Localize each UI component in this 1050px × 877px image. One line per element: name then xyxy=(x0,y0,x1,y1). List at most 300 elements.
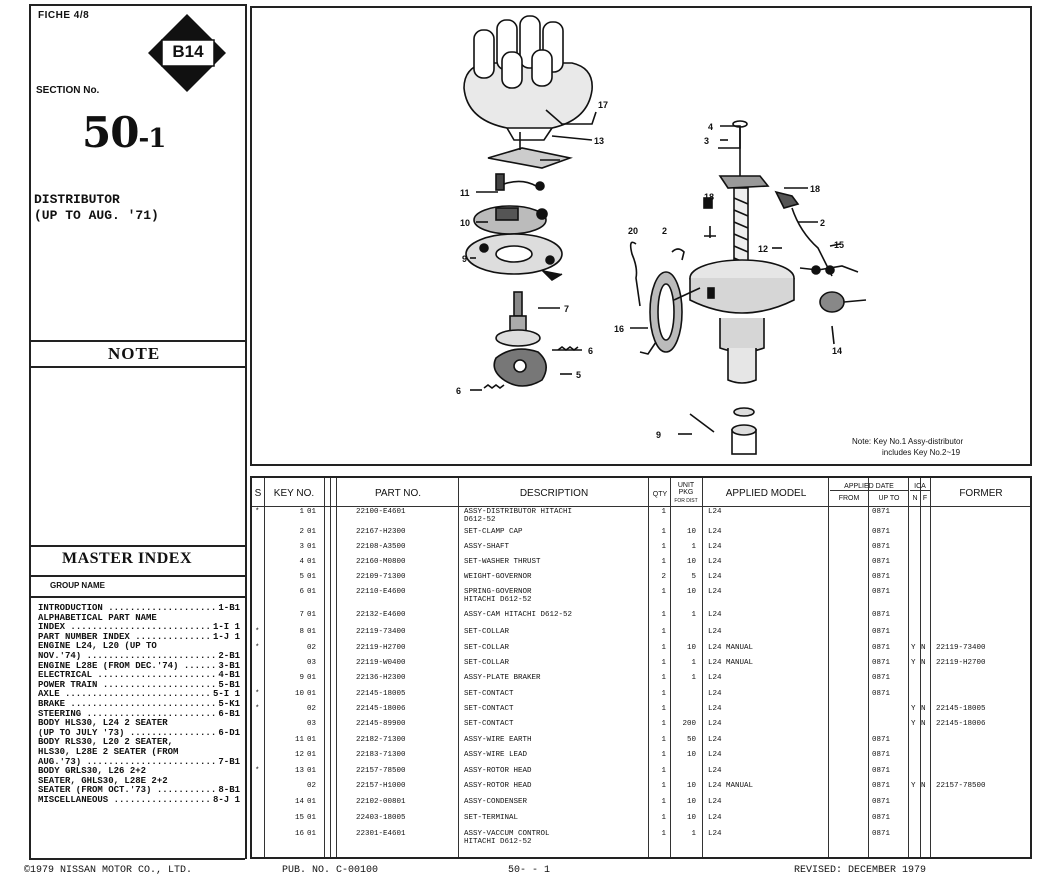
row-qty: 1 xyxy=(661,767,666,775)
callout-number: 14 xyxy=(832,346,843,356)
row-applied-model: L24 xyxy=(708,798,722,806)
fiche-number: FICHE 4/8 xyxy=(38,10,90,21)
row-description: SET-CLAMP CAP xyxy=(464,528,523,536)
row-key-sub: 02 xyxy=(306,782,316,790)
row-key: 8 xyxy=(299,628,304,636)
row-up-to: 0871 xyxy=(872,573,891,581)
row-key-sub: 01 xyxy=(306,830,316,838)
page-number: 50- - 1 xyxy=(508,865,551,876)
index-entry xyxy=(38,796,240,806)
callout-number: 6 xyxy=(456,386,462,396)
row-qty: 1 xyxy=(661,720,666,728)
table-row xyxy=(252,767,1030,781)
row-applied-model: L24 xyxy=(708,573,722,581)
row-key: 16 xyxy=(294,830,304,838)
row-qty: 1 xyxy=(661,674,666,682)
row-up-to: 0871 xyxy=(872,690,891,698)
section-title-line: (UP TO AUG. '71) xyxy=(34,208,159,223)
index-entry-code: 1-B1 xyxy=(218,603,240,613)
divider xyxy=(29,4,245,6)
row-applied-model: L24 xyxy=(708,814,722,822)
divider xyxy=(29,545,245,547)
index-entry: ENGINE L24, L20 (UP TO xyxy=(38,641,157,652)
divider xyxy=(29,596,245,598)
divider xyxy=(29,340,245,342)
diagram-note-line: includes Key No.2~19 xyxy=(882,448,961,457)
header-applied-model: APPLIED MODEL xyxy=(725,488,807,499)
row-up-to: 0871 xyxy=(872,830,891,838)
row-unit-pkg: 10 xyxy=(686,588,696,596)
governor-weight-icon xyxy=(494,349,546,386)
row-part-number: 22119-W0400 xyxy=(356,659,406,667)
header-part-no: PART NO. xyxy=(374,488,422,499)
row-unit-pkg: 1 xyxy=(691,674,696,682)
row-part-number: 22403-18005 xyxy=(356,814,406,822)
index-entry-code: 1-J 1 xyxy=(212,631,240,642)
row-key-sub: 01 xyxy=(306,611,316,619)
divider xyxy=(29,575,245,577)
row-former: 22145-18006 xyxy=(936,720,986,728)
index-entry xyxy=(38,786,240,796)
section-label: SECTION No. xyxy=(36,85,100,96)
row-key-sub: 02 xyxy=(306,705,316,713)
callout-number: 12 xyxy=(758,244,769,254)
index-entry: SEATER, GHLS30, L28E 2+2 xyxy=(38,775,168,786)
header-unit-pkg: UNIT PKG xyxy=(677,482,695,496)
index-entry-code: 1-I 1 xyxy=(212,622,240,633)
row-up-to: 0871 xyxy=(872,543,891,551)
section-number-sub: -1 xyxy=(138,124,166,154)
index-entry-code: 4-B1 xyxy=(218,670,240,681)
row-former: 22157-78500 xyxy=(936,782,986,790)
row-unit-pkg: 10 xyxy=(686,798,696,806)
index-entry-name: (UP TO JULY '73) ..... xyxy=(38,729,216,739)
row-description: ASSY-ROTOR HEAD xyxy=(464,767,532,775)
row-part-number: 22145-18005 xyxy=(356,690,406,698)
row-up-to: 0871 xyxy=(872,736,891,744)
distributor-cap-icon xyxy=(464,16,592,140)
callout-number: 7 xyxy=(564,304,570,314)
row-mark: * xyxy=(255,705,260,713)
row-applied-model: L24 MANUAL xyxy=(708,644,754,652)
row-qty: 2 xyxy=(661,573,666,581)
row-part-number: 22132-E4600 xyxy=(356,611,406,619)
row-qty: 1 xyxy=(661,558,666,566)
section-title xyxy=(34,192,159,224)
index-entry-name: INDEX ..... xyxy=(38,623,211,633)
section-badge xyxy=(146,12,234,94)
row-key-sub: 01 xyxy=(306,767,316,775)
row-up-to: 0871 xyxy=(872,528,891,536)
index-entry xyxy=(38,700,240,710)
table-row xyxy=(252,659,1030,673)
row-key-sub: 01 xyxy=(306,543,316,551)
row-part-number: 22119-73400 xyxy=(356,628,406,636)
index-entry: BODY RLS30, L20 2 SEATER, xyxy=(38,737,174,748)
master-index-list xyxy=(38,604,240,805)
row-up-to: 0871 xyxy=(872,611,891,619)
table-row xyxy=(252,644,1030,658)
group-name-label: GROUP NAME xyxy=(50,581,105,590)
row-up-to: 0871 xyxy=(872,558,891,566)
row-description: SET-CONTACT xyxy=(464,705,514,713)
header-for-dist: FOR DIST xyxy=(674,498,698,504)
section-title-line: DISTRIBUTOR xyxy=(34,192,120,207)
row-up-to: 0871 xyxy=(872,628,891,636)
row-applied-model: L24 xyxy=(708,611,722,619)
header-subdivider xyxy=(910,490,930,491)
callout-number: 2 xyxy=(820,218,826,228)
header-subdivider xyxy=(830,490,908,491)
table-row xyxy=(252,751,1030,765)
row-applied-model: L24 xyxy=(708,751,722,759)
row-qty: 1 xyxy=(661,705,666,713)
row-description: ASSY-DISTRIBUTOR HITACHI D612-52 xyxy=(464,508,573,524)
callout-number: 18 xyxy=(810,184,821,194)
row-description: ASSY-VACCUM CONTROL HITACHI D612-52 xyxy=(464,830,550,846)
row-key: 15 xyxy=(294,814,304,822)
table-row xyxy=(252,705,1030,719)
index-entry xyxy=(38,662,240,672)
row-mark: * xyxy=(255,644,260,652)
table-row xyxy=(252,674,1030,688)
header-s: S xyxy=(254,488,262,499)
row-key: 1 xyxy=(299,508,304,516)
row-description: WEIGHT-GOVERNOR xyxy=(464,573,532,581)
index-entry-name: STEERING ..... xyxy=(38,710,216,720)
row-qty: 1 xyxy=(661,690,666,698)
row-description: SET-COLLAR xyxy=(464,628,510,636)
row-description: ASSY-WIRE EARTH xyxy=(464,736,532,744)
row-key-sub: 01 xyxy=(306,528,316,536)
row-description: ASSY-WIRE LEAD xyxy=(464,751,528,759)
row-key-sub: 01 xyxy=(306,798,316,806)
row-part-number: 22183-71300 xyxy=(356,751,406,759)
row-description: SPRING-GOVERNOR HITACHI D612-52 xyxy=(464,588,532,604)
row-qty: 1 xyxy=(661,543,666,551)
row-unit-pkg: 1 xyxy=(691,611,696,619)
row-ica-n: Y xyxy=(911,720,916,728)
index-entry-code: 8-B1 xyxy=(218,785,240,796)
index-entry-code: 6-D1 xyxy=(218,727,240,738)
row-unit-pkg: 10 xyxy=(686,814,696,822)
row-key-sub: 01 xyxy=(306,814,316,822)
row-part-number: 22145-89900 xyxy=(356,720,406,728)
row-up-to: 0871 xyxy=(872,659,891,667)
row-description: SET-COLLAR xyxy=(464,644,510,652)
section-number xyxy=(82,108,165,157)
row-key: 6 xyxy=(299,588,304,596)
row-applied-model: L24 xyxy=(708,508,722,516)
row-ica-n: Y xyxy=(911,782,916,790)
index-entry xyxy=(38,671,240,681)
row-part-number: 22136-H2300 xyxy=(356,674,406,682)
row-key: 7 xyxy=(299,611,304,619)
row-key: 9 xyxy=(299,674,304,682)
index-entry xyxy=(38,623,240,633)
table-row xyxy=(252,814,1030,828)
row-ica-n: Y xyxy=(911,705,916,713)
row-key: 10 xyxy=(294,690,304,698)
callout-number: 11 xyxy=(460,188,470,198)
row-key-sub: 01 xyxy=(306,588,316,596)
table-row xyxy=(252,558,1030,572)
row-up-to: 0871 xyxy=(872,588,891,596)
row-qty: 1 xyxy=(661,751,666,759)
index-entry-name: POWER TRAIN ..... xyxy=(38,681,216,691)
table-row xyxy=(252,798,1030,812)
distributor-diagram xyxy=(252,8,1030,464)
row-ica-n: Y xyxy=(911,659,916,667)
callout-number: 10 xyxy=(460,218,471,228)
wire-icon xyxy=(631,242,640,306)
row-key-sub: 01 xyxy=(306,690,316,698)
row-qty: 1 xyxy=(661,798,666,806)
shaft-icon xyxy=(720,121,768,280)
row-applied-model: L24 xyxy=(708,674,722,682)
callout-number: 4 xyxy=(708,122,714,132)
badge-label: B14 xyxy=(172,42,204,61)
index-entry-name: AUG.'73) ..... xyxy=(38,758,216,768)
breaker-plate-icon xyxy=(466,234,562,280)
callout-number: 5 xyxy=(576,370,582,380)
row-up-to: 0871 xyxy=(872,644,891,652)
row-unit-pkg: 200 xyxy=(682,720,696,728)
index-entry-code: 8-J 1 xyxy=(212,794,240,805)
distributor-housing-icon xyxy=(690,260,794,383)
row-mark: * xyxy=(255,508,260,516)
index-entry-name: INTRODUCTION ..... xyxy=(38,604,216,614)
index-entry-name: SEATER (FROM OCT.'73) ..... xyxy=(38,786,216,796)
row-part-number: 22109-71300 xyxy=(356,573,406,581)
callout-number: 6 xyxy=(588,346,594,356)
header-from: FROM xyxy=(838,495,860,502)
callout-number: 2 xyxy=(662,226,668,236)
table-row xyxy=(252,543,1030,557)
header-applied-date: APPLIED DATE xyxy=(844,483,894,490)
row-description: SET-CONTACT xyxy=(464,720,514,728)
parts-table xyxy=(250,476,1032,859)
callout-number: 18 xyxy=(704,192,715,202)
callout-number: 13 xyxy=(594,136,605,146)
row-former: 22119-H2700 xyxy=(936,659,986,667)
row-applied-model: L24 xyxy=(708,736,722,744)
row-key-sub: 03 xyxy=(306,720,316,728)
index-entry-code: 3-B1 xyxy=(218,660,240,671)
index-entry: BODY GRLS30, L26 2+2 xyxy=(38,766,147,777)
header-key-no: KEY NO. xyxy=(273,488,315,499)
row-key: 5 xyxy=(299,573,304,581)
row-applied-model: L24 MANUAL xyxy=(708,659,754,667)
index-entry-name: NOV.'74) ..... xyxy=(38,652,216,662)
row-unit-pkg: 1 xyxy=(691,543,696,551)
row-qty: 1 xyxy=(661,508,666,516)
row-ica-n: Y xyxy=(911,644,916,652)
index-entry-code: 5-B1 xyxy=(218,679,240,690)
table-row xyxy=(252,736,1030,750)
divider xyxy=(29,366,245,368)
row-qty: 1 xyxy=(661,736,666,744)
row-part-number: 22182-71300 xyxy=(356,736,406,744)
exploded-diagram xyxy=(250,6,1032,466)
row-key-sub: 01 xyxy=(306,751,316,759)
index-entry-name: BRAKE ..... xyxy=(38,700,216,710)
row-applied-model: L24 xyxy=(708,558,722,566)
row-former: 22119-73400 xyxy=(936,644,986,652)
row-unit-pkg: 1 xyxy=(691,659,696,667)
row-key-sub: 01 xyxy=(306,736,316,744)
row-part-number: 22145-18006 xyxy=(356,705,406,713)
callout-number: 16 xyxy=(614,324,625,334)
index-entry-name: ENGINE L28E (FROM DEC.'74) ..... xyxy=(38,662,216,672)
row-key: 2 xyxy=(299,528,304,536)
row-applied-model: L24 xyxy=(708,543,722,551)
row-key-sub: 01 xyxy=(306,508,316,516)
row-part-number: 22160-M0800 xyxy=(356,558,406,566)
table-row xyxy=(252,588,1030,602)
row-qty: 1 xyxy=(661,611,666,619)
row-part-number: 22102-00801 xyxy=(356,798,406,806)
row-description: ASSY-PLATE BRAKER xyxy=(464,674,541,682)
row-qty: 1 xyxy=(661,588,666,596)
row-description: SET-CONTACT xyxy=(464,690,514,698)
index-entry: ALPHABETICAL PART NAME xyxy=(38,612,157,623)
row-description: ASSY-SHAFT xyxy=(464,543,510,551)
row-qty: 1 xyxy=(661,528,666,536)
table-row xyxy=(252,611,1030,625)
index-entry xyxy=(38,652,240,662)
index-entry-code: 7-B1 xyxy=(218,756,240,767)
table-row xyxy=(252,628,1030,642)
note-heading: NOTE xyxy=(108,344,161,363)
row-description: SET-TERMINAL xyxy=(464,814,519,822)
header-f: F xyxy=(922,495,928,502)
header-former: FORMER xyxy=(959,488,1003,499)
row-key: 4 xyxy=(299,558,304,566)
row-applied-model: L24 xyxy=(708,830,722,838)
row-key-sub: 03 xyxy=(306,659,316,667)
row-qty: 1 xyxy=(661,782,666,790)
row-part-number: 22119-H2700 xyxy=(356,644,406,652)
revised-date: REVISED: DECEMBER 1979 xyxy=(794,865,927,876)
row-applied-model: L24 xyxy=(708,528,722,536)
contact-set-icon xyxy=(474,206,547,234)
row-applied-model: L24 xyxy=(708,588,722,596)
row-unit-pkg: 10 xyxy=(686,782,696,790)
divider xyxy=(29,858,245,860)
row-qty: 1 xyxy=(661,814,666,822)
row-up-to: 0871 xyxy=(872,798,891,806)
copyright: ©1979 NISSAN MOTOR CO., LTD. xyxy=(24,865,193,876)
index-entry-code: 2-B1 xyxy=(218,650,240,661)
row-unit-pkg: 1 xyxy=(691,830,696,838)
row-ica-f: N xyxy=(921,659,926,667)
row-qty: 1 xyxy=(661,644,666,652)
row-description: SET-COLLAR xyxy=(464,659,510,667)
row-key: 12 xyxy=(294,751,304,759)
index-entry-name: MISCELLANEOUS ..... xyxy=(38,796,211,806)
row-unit-pkg: 5 xyxy=(691,573,696,581)
index-entry-code: 5-K1 xyxy=(218,698,240,709)
row-applied-model: L24 xyxy=(708,705,722,713)
header-n: N xyxy=(912,495,918,502)
row-up-to: 0871 xyxy=(872,508,891,516)
callout-number: 3 xyxy=(704,136,710,146)
header-description: DESCRIPTION xyxy=(519,488,589,499)
row-qty: 1 xyxy=(661,659,666,667)
row-ica-f: N xyxy=(921,782,926,790)
table-row xyxy=(252,528,1030,542)
row-applied-model: L24 xyxy=(708,767,722,775)
row-key-sub: 01 xyxy=(306,573,316,581)
row-key-sub: 02 xyxy=(306,644,316,652)
row-qty: 1 xyxy=(661,830,666,838)
table-row xyxy=(252,573,1030,587)
row-up-to: 0871 xyxy=(872,767,891,775)
row-mark: * xyxy=(255,690,260,698)
diagram-note-line: Note: Key No.1 Assy-distributor xyxy=(852,437,964,446)
row-unit-pkg: 10 xyxy=(686,528,696,536)
row-part-number: 22108-A3500 xyxy=(356,543,406,551)
row-applied-model: L24 xyxy=(708,720,722,728)
row-key: 3 xyxy=(299,543,304,551)
table-row xyxy=(252,830,1030,844)
index-entry-name: AXLE ..... xyxy=(38,690,211,700)
row-key-sub: 01 xyxy=(306,628,316,636)
publication-number: PUB. NO. C-00100 xyxy=(282,865,379,876)
screw-icon xyxy=(496,174,544,190)
row-qty: 1 xyxy=(661,628,666,636)
row-up-to: 0871 xyxy=(872,751,891,759)
index-entry-code: 6-B1 xyxy=(218,708,240,719)
index-entry-code: 5-I 1 xyxy=(212,689,240,700)
row-applied-model: L24 xyxy=(708,628,722,636)
collar-icon xyxy=(690,408,756,454)
row-part-number: 22157-H1000 xyxy=(356,782,406,790)
row-up-to: 0871 xyxy=(872,814,891,822)
row-part-number: 22157-78500 xyxy=(356,767,406,775)
index-entry: BODY HLS30, L24 2 SEATER xyxy=(38,718,168,729)
row-mark: * xyxy=(255,767,260,775)
row-part-number: 22110-E4600 xyxy=(356,588,406,596)
row-unit-pkg: 10 xyxy=(686,558,696,566)
row-mark: * xyxy=(255,628,260,636)
row-part-number: 22301-E4601 xyxy=(356,830,406,838)
callout-number: 9 xyxy=(656,430,662,440)
row-applied-model: L24 MANUAL xyxy=(708,782,754,790)
row-key: 11 xyxy=(294,736,304,744)
callout-number: 15 xyxy=(834,240,845,250)
index-entry-name: ELECTRICAL ..... xyxy=(38,671,216,681)
index-entry xyxy=(38,681,240,691)
row-part-number: 22100-E4601 xyxy=(356,508,406,516)
row-key: 13 xyxy=(294,767,304,775)
diagram-note xyxy=(852,436,963,458)
row-ica-f: N xyxy=(921,720,926,728)
callout-number: 17 xyxy=(598,100,609,110)
row-description: ASSY-ROTOR HEAD xyxy=(464,782,532,790)
row-description: ASSY-CAM HITACHI D612-52 xyxy=(464,611,573,619)
row-unit-pkg: 10 xyxy=(686,751,696,759)
row-unit-pkg: 10 xyxy=(686,644,696,652)
section-number-main: 50 xyxy=(82,108,139,157)
callout-number: 20 xyxy=(628,226,639,236)
row-ica-f: N xyxy=(921,705,926,713)
rotor-icon xyxy=(488,132,570,168)
table-row xyxy=(252,782,1030,796)
table-row xyxy=(252,690,1030,704)
row-former: 22145-18005 xyxy=(936,705,986,713)
